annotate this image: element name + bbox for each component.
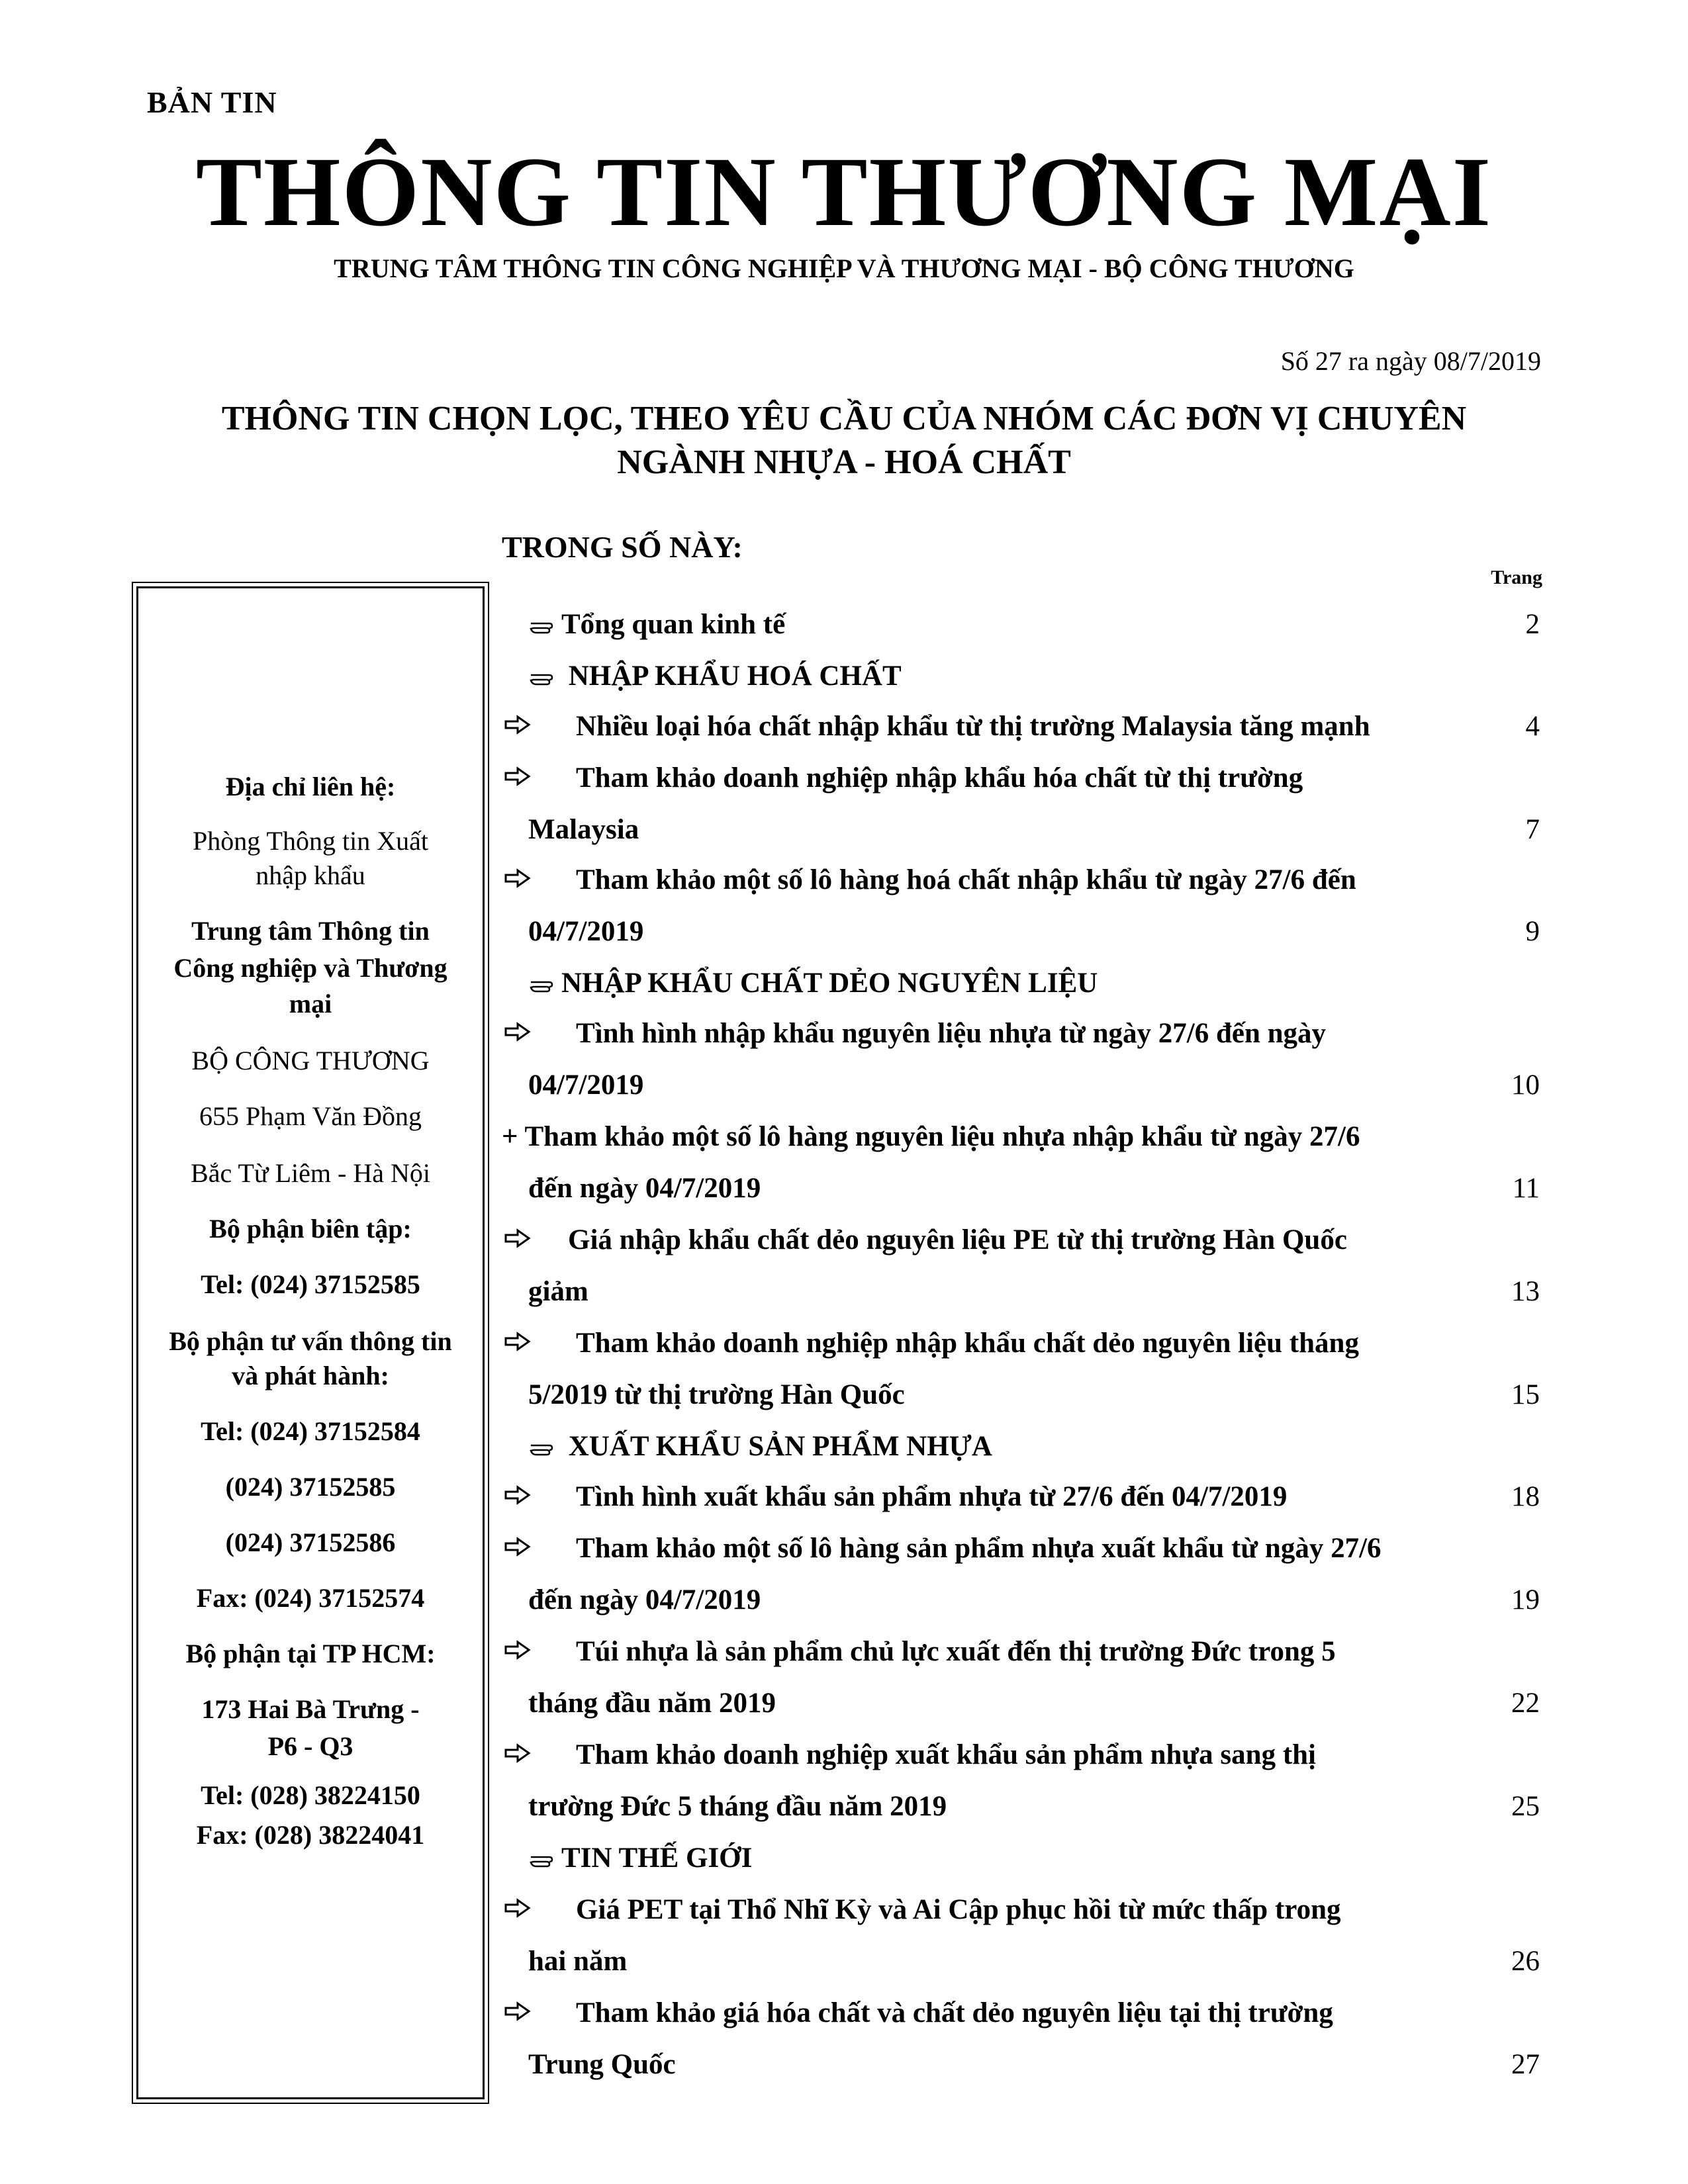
arrow-right-icon: [504, 1898, 531, 1918]
organization-line: TRUNG TÂM THÔNG TIN CÔNG NGHIỆP VÀ THƯƠNG MẠI - BỘ CÔNG THƯƠNG: [334, 253, 1354, 283]
toc-page-number: 26: [1511, 1946, 1540, 1977]
toc-page-number: 19: [1511, 1584, 1540, 1615]
arrow-right-icon: [504, 868, 531, 888]
toc-page-number: 4: [1525, 711, 1540, 742]
toc-entry-continuation[interactable]: trường Đức 5 tháng đầu năm 2019: [528, 1791, 947, 1822]
toc-entry[interactable]: Tham khảo doanh nghiệp nhập khẩu hóa chất từ thị trường: [576, 762, 1303, 794]
toc-entry[interactable]: Tham khảo doanh nghiệp nhập khẩu chất dẻo nguyên liệu tháng: [576, 1328, 1359, 1359]
toc-entry[interactable]: Tình hình nhập khẩu nguyên liệu nhựa từ ngày 27/6 đến ngày: [576, 1018, 1327, 1049]
toc-item-label: Tổng quan kinh tế: [561, 609, 786, 640]
toc-page-number: 15: [1511, 1379, 1540, 1410]
advisory-fax: Fax: (024) 37152574: [196, 1583, 425, 1613]
toc-entry[interactable]: Tham khảo một số lô hàng sản phẩm nhựa xuất khẩu từ ngày 27/6: [576, 1533, 1382, 1564]
dept-line-1: Phòng Thông tin Xuất: [193, 826, 428, 856]
center-line-2: Công nghiệp và Thương: [173, 953, 447, 983]
advisory-line-2: và phát hành:: [232, 1361, 389, 1390]
editorial-label: Bộ phận biên tập:: [209, 1214, 412, 1244]
toc-section[interactable]: [530, 966, 1098, 1001]
arrow-right-icon: [504, 766, 531, 786]
toc-section[interactable]: [530, 659, 902, 694]
issue-info: Số 27 ra ngày 08/7/2019: [1280, 346, 1541, 376]
hcm-fax: Fax: (028) 38224041: [196, 1820, 425, 1850]
toc-entry-continuation[interactable]: 04/7/2019: [528, 1069, 644, 1101]
toc-page-number: 18: [1511, 1481, 1540, 1512]
dept-line-2: nhập khẩu: [256, 860, 365, 890]
ministry-name: BỘ CÔNG THƯƠNG: [191, 1046, 430, 1075]
center-line-3: mại: [289, 989, 332, 1019]
hcm-address-1: 173 Hai Bà Trưng -: [201, 1694, 420, 1724]
publication-title: THÔNG TIN THƯƠNG MẠI: [195, 137, 1493, 247]
toc-page-number: 2: [1525, 609, 1540, 640]
toc-entry[interactable]: Giá PET tại Thổ Nhĩ Kỳ và Ai Cập phục hồi từ mức thấp trong: [576, 1894, 1341, 1925]
arrow-right-icon: [504, 1228, 531, 1248]
center-line-1: Trung tâm Thông tin: [191, 916, 430, 946]
hcm-label: Bộ phận tại TP HCM:: [185, 1639, 436, 1668]
toc-entry[interactable]: Tham khảo giá hóa chất và chất dẻo nguyên liệu tại thị trường: [576, 1997, 1333, 2028]
arrow-right-icon: [504, 1332, 531, 1351]
toc-page-number: 7: [1525, 814, 1540, 845]
hcm-tel: Tel: (028) 38224150: [201, 1780, 420, 1810]
contact-label: Địa chỉ liên hệ:: [225, 772, 396, 801]
street-address: 655 Phạm Văn Đồng: [199, 1101, 422, 1131]
headline: [106, 397, 1582, 484]
toc-entry[interactable]: Tham khảo một số lô hàng hoá chất nhập khẩu từ ngày 27/6 đến: [576, 864, 1356, 895]
toc-entry-continuation[interactable]: Malaysia: [528, 814, 639, 845]
toc-entry-continuation[interactable]: đến ngày 04/7/2019: [528, 1584, 761, 1615]
toc-entry-continuation[interactable]: Trung Quốc: [528, 2049, 676, 2080]
kicker: BẢN TIN: [147, 85, 277, 119]
toc-item-label: XUẤT KHẨU SẢN PHẨM NHỰA: [568, 1431, 992, 1462]
toc-page-number: 22: [1511, 1688, 1540, 1719]
toc-page-number: 13: [1511, 1276, 1540, 1307]
toc-entry-continuation[interactable]: 04/7/2019: [528, 916, 644, 947]
toc-section[interactable]: [530, 1841, 752, 1876]
toc-entry-continuation[interactable]: hai năm: [528, 1946, 628, 1977]
toc-heading: TRONG SỐ NÀY:: [502, 530, 743, 564]
toc-entry[interactable]: Tình hình xuất khẩu sản phẩm nhựa từ 27/6 đến 04/7/2019: [576, 1481, 1288, 1512]
advisory-tel-1: Tel: (024) 37152584: [201, 1416, 420, 1446]
toc-entry-continuation[interactable]: 5/2019 từ thị trường Hàn Quốc: [528, 1379, 905, 1410]
hcm-address-2: P6 - Q3: [267, 1731, 353, 1761]
toc-page-number: 27: [1511, 2049, 1540, 2080]
toc-entry-continuation[interactable]: tháng đầu năm 2019: [528, 1688, 776, 1719]
toc-entry[interactable]: + Tham khảo một số lô hàng nguyên liệu nhựa nhập khẩu từ ngày 27/6: [502, 1121, 1360, 1152]
contact-sidebar: [136, 586, 485, 2099]
toc-page-number: 9: [1525, 916, 1540, 947]
toc-section[interactable]: [530, 608, 785, 642]
toc-item-label: TIN THẾ GIỚI: [561, 1843, 753, 1874]
arrow-right-icon: [504, 1743, 531, 1763]
toc-item-label: NHẬP KHẨU CHẤT DẺO NGUYÊN LIỆU: [561, 968, 1098, 999]
toc-page-number: 25: [1511, 1791, 1540, 1822]
arrow-right-icon: [504, 1640, 531, 1660]
pointing-finger-icon: [530, 1853, 557, 1868]
editorial-tel: Tel: (024) 37152585: [201, 1269, 420, 1299]
pointing-finger-icon: [530, 1441, 557, 1456]
toc-page-number: 11: [1512, 1173, 1540, 1204]
arrow-right-icon: [504, 1537, 531, 1557]
toc-entry[interactable]: Nhiều loại hóa chất nhập khẩu từ thị trường Malaysia tăng mạnh: [576, 711, 1370, 742]
headline-line-2: NGÀNH NHỰA - HOÁ CHẤT: [617, 443, 1071, 481]
toc-entry[interactable]: Giá nhập khẩu chất dẻo nguyên liệu PE từ thị trường Hàn Quốc: [568, 1224, 1347, 1255]
arrow-right-icon: [504, 1022, 531, 1042]
toc-item-label: NHẬP KHẨU HOÁ CHẤT: [568, 660, 902, 692]
pointing-finger-icon: [530, 978, 557, 993]
advisory-line-1: Bộ phận tư vấn thông tin: [169, 1326, 452, 1356]
district-address: Bắc Từ Liêm - Hà Nội: [191, 1158, 430, 1188]
pointing-finger-icon: [530, 619, 557, 634]
toc-section[interactable]: [530, 1430, 992, 1464]
arrow-right-icon: [504, 715, 531, 735]
toc-page-label: Trang: [1491, 567, 1542, 588]
toc-entry-continuation[interactable]: đến ngày 04/7/2019: [528, 1173, 761, 1204]
arrow-right-icon: [504, 1485, 531, 1505]
toc-entry-continuation[interactable]: giảm: [528, 1276, 588, 1307]
toc-page-number: 10: [1511, 1069, 1540, 1101]
arrow-right-icon: [504, 2001, 531, 2021]
toc-entry[interactable]: Tham khảo doanh nghiệp xuất khẩu sản phẩm nhựa sang thị: [576, 1739, 1316, 1770]
advisory-tel-2: (024) 37152585: [225, 1472, 396, 1502]
pointing-finger-icon: [530, 671, 557, 686]
advisory-tel-3: (024) 37152586: [225, 1527, 396, 1557]
toc-entry[interactable]: Túi nhựa là sản phẩm chủ lực xuất đến thị trường Đức trong 5: [576, 1636, 1336, 1667]
headline-line-1: THÔNG TIN CHỌN LỌC, THEO YÊU CẦU CỦA NHÓM CÁC ĐƠN VỊ CHUYÊN: [221, 400, 1467, 437]
